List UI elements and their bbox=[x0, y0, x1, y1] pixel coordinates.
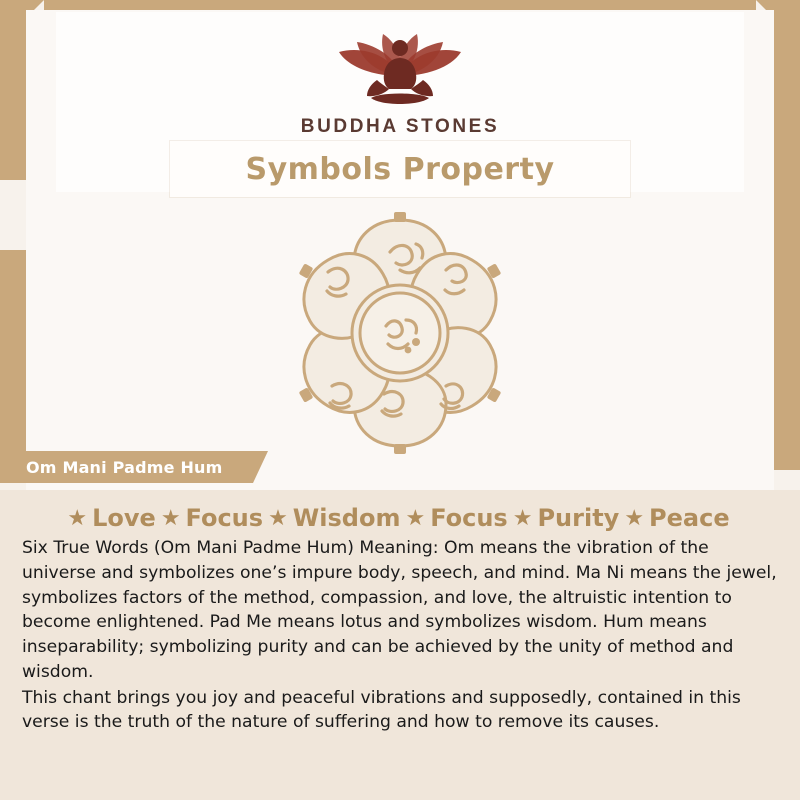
description-section bbox=[0, 490, 800, 800]
star-icon: ★ bbox=[512, 505, 533, 530]
keyword-list bbox=[0, 490, 800, 534]
mandala-illustration bbox=[0, 208, 800, 458]
keyword-item: Peace bbox=[649, 504, 730, 532]
page-title: Symbols Property bbox=[245, 151, 555, 187]
keyword-item: Wisdom bbox=[292, 504, 401, 532]
keyword-item: Purity bbox=[537, 504, 620, 532]
brand-name: BUDDHA STONES bbox=[300, 116, 500, 137]
title-bar bbox=[170, 141, 630, 197]
description-paragraph: This chant brings you joy and peaceful vibrations and supposedly, contained in this verse is the truth of the nature of suffering and how to remove its causes. bbox=[22, 687, 741, 733]
om-mani-padme-hum-lotus-mandala-icon bbox=[250, 208, 550, 458]
keyword-item: Focus bbox=[430, 504, 508, 532]
keyword-item: Focus bbox=[185, 504, 264, 532]
status-badge bbox=[0, 451, 253, 483]
star-icon: ★ bbox=[67, 505, 88, 530]
top-edge-band bbox=[44, 0, 756, 10]
description-text bbox=[0, 534, 800, 735]
star-icon: ★ bbox=[268, 505, 288, 530]
keyword-item: Love bbox=[92, 504, 156, 532]
brand-logo bbox=[0, 18, 800, 138]
tag-label: Om Mani Padme Hum bbox=[26, 457, 223, 477]
star-icon: ★ bbox=[624, 505, 645, 530]
star-icon: ★ bbox=[405, 505, 426, 530]
description-paragraph: Six True Words (Om Mani Padme Hum) Meaning: Om means the vibration of the universe and symbolizes one’s impure body, speech, and mind. Ma Ni means the jewel, symbolizes factors of the method, compassion, and love, the altruistic intention to become enlightened. Pad Me means lotus and symbolizes wisdom. Hum means inseparability; symbolizing purity and can be achieved by the unity of method and wisdom. bbox=[22, 538, 777, 682]
star-icon: ★ bbox=[160, 505, 181, 530]
lotus-meditation-figure-icon bbox=[305, 18, 495, 114]
